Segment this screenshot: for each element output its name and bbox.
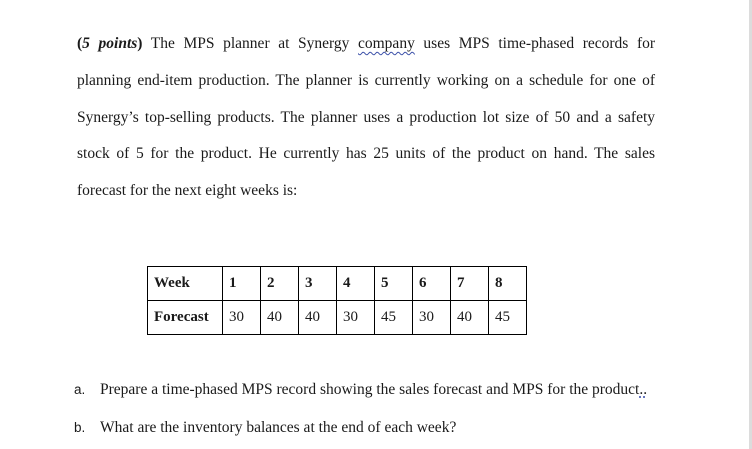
statement-text-2: uses MPS time-phased records for planning end-item production. The planner is currently working on a schedule for one of Synergy’s top-selling products. The planner uses a production lot size of 50 and a safety stock of 5 for the product. He currently has 25 units of the product on hand. The sales forecast for the next eight weeks is: xyxy=(77,35,656,200)
forecast-header: Forecast xyxy=(148,301,223,335)
week-cell: 5 xyxy=(375,267,413,301)
forecast-cell: 30 xyxy=(413,301,451,335)
week-cell: 4 xyxy=(337,267,375,301)
statement-text-1: The MPS planner at Synergy xyxy=(142,35,358,52)
forecast-cell: 30 xyxy=(337,301,375,335)
week-cell: 1 xyxy=(223,267,261,301)
week-row xyxy=(148,267,527,301)
week-cell: 2 xyxy=(261,267,299,301)
week-cell: 6 xyxy=(413,267,451,301)
week-cell: 8 xyxy=(489,267,527,301)
question-a xyxy=(74,381,647,399)
week-header: Week xyxy=(148,267,223,301)
forecast-row xyxy=(148,301,527,335)
forecast-table xyxy=(147,266,527,335)
forecast-cell: 45 xyxy=(489,301,527,335)
forecast-cell: 30 xyxy=(223,301,261,335)
week-cell: 3 xyxy=(299,267,337,301)
forecast-cell: 40 xyxy=(299,301,337,335)
question-text: What are the inventory balances at the end of each week? xyxy=(100,419,457,436)
grammar-flag-marker[interactable]: .. xyxy=(639,381,648,398)
forecast-cell: 45 xyxy=(375,301,413,335)
problem-statement xyxy=(77,26,655,210)
forecast-cell: 40 xyxy=(261,301,299,335)
forecast-cell: 40 xyxy=(451,301,489,335)
week-cell: 7 xyxy=(451,267,489,301)
points-label: 5 points xyxy=(82,35,138,52)
points-close-paren: ) xyxy=(137,35,143,52)
question-text: Prepare a time-phased MPS record showing the sales forecast and MPS for the product xyxy=(100,381,640,398)
points-open-paren: ( xyxy=(77,35,83,52)
question-letter: a. xyxy=(74,382,86,397)
question-letter: b. xyxy=(74,420,86,435)
spellcheck-flagged-word[interactable]: company xyxy=(358,35,415,52)
question-b xyxy=(74,419,456,437)
